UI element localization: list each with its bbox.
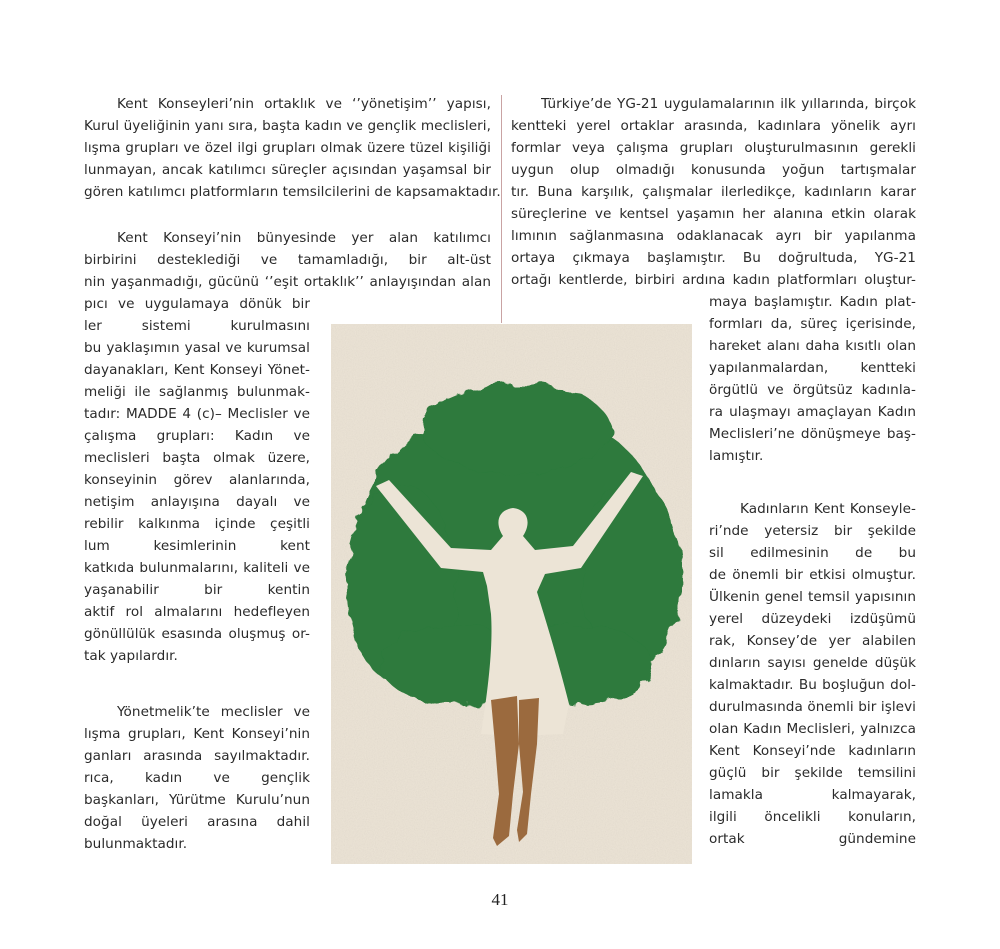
right-paragraph-1-line: uygun olup olmadığı konusunda yoğun tartışmalar [511,162,916,178]
page-number: 41 [491,890,509,909]
right-paragraph-2-line: de önemli bir etkisi olmuştur. [709,567,916,583]
left-paragraph-2-line: meclisleri başta olmak üzere, [84,450,310,466]
left-paragraph-3-line: başkanları, Yürütme Kurulu’nun [84,792,310,808]
right-paragraph-2-line: güçlü bir şekilde temsilini [709,765,916,781]
right-paragraph-2-line: lamakla kalmayarak, [709,787,916,803]
left-paragraph-3-line: lışma grupları, Kent Konseyi’nin [84,726,310,742]
right-paragraph-1-line: ortağı kentlerde, birbiri ardına kadın platformları oluştur- [511,272,916,288]
right-paragraph-2-line: Kent Konseyi’nde kadınların [709,743,916,759]
left-paragraph-2-line: bu yaklaşımın yasal ve kurumsal [84,340,310,356]
left-paragraph-2-line: tadır: MADDE 4 (c)– Meclisler ve [84,406,310,422]
right-paragraph-1-line: formlar veya çalışma grupları oluşturulmasının gerekli [511,140,916,156]
left-paragraph-2-line: katkıda bulunmalarını, kaliteli ve [84,560,310,576]
right-paragraph-1-line: ra ulaşmayı amaçlayan Kadın [709,404,916,420]
right-paragraph-2-line: rak, Konsey’de yer alabilen [709,633,916,649]
right-paragraph-1-line: Türkiye’de YG-21 uygulamalarının ilk yıllarında, birçok [541,96,916,112]
left-paragraph-1-line: lunmayan, ancak katılımcı süreçler açısından yaşamsal bir [84,162,491,178]
left-paragraph-2-line: pıcı ve uygulamaya dönük bir [84,296,310,312]
right-paragraph-2-line: yerel düzeydeki izdüşümü [709,611,916,627]
left-paragraph-2-line: çalışma grupları: Kadın ve [84,428,310,444]
right-paragraph-2-line: olan Kadın Meclisleri, yalnızca [709,721,916,737]
right-paragraph-1-line: yapılanmalardan, kentteki [709,360,916,376]
left-paragraph-2-line: yaşanabilir bir kentin [84,582,310,598]
right-paragraph-2-line: ilgili öncelikli konuların, [709,809,916,825]
left-paragraph-1-line: Kent Konseyleri’nin ortaklık ve ‘’yönetişim’’ yapısı, [117,96,491,112]
left-paragraph-2-line: nin yaşanmadığı, gücünü ‘’eşit ortaklık’’ anlayışından alan [84,274,491,290]
right-paragraph-2-line: durulmasında önemli bir işlevi [709,699,916,715]
left-paragraph-1-line: lışma grupları ve özel ilgi grupları olmak üzere tüzel kişiliği [84,140,491,156]
woman-tree-illustration [331,324,692,864]
left-paragraph-2-line: netişim anlayışına dayalı ve [84,494,310,510]
left-paragraph-3-line: Yönetmelik’te meclisler ve [117,704,310,720]
right-paragraph-1-line: lamıştır. [709,448,764,464]
left-paragraph-2-line: dayanakları, Kent Konseyi Yönet- [84,362,310,378]
right-paragraph-1-line: formları da, süreç içerisinde, [709,316,916,332]
right-paragraph-2-line: Ülkenin genel temsil yapısının [709,589,916,605]
right-paragraph-2-line: Kadınların Kent Konseyle- [740,501,916,517]
right-paragraph-1-line: ortaya çıkmaya başlamıştır. Bu doğrultuda, YG-21 [511,250,916,266]
right-paragraph-2-line: dınların sayısı genelde düşük [709,655,916,671]
left-paragraph-2-line: Kent Konseyi’nin bünyesinde yer alan katılımcı [117,230,491,246]
left-paragraph-2-line: rebilir kalkınma içinde çeşitli [84,516,310,532]
right-paragraph-1-line: Meclisleri’ne dönüşmeye baş- [709,426,916,442]
right-paragraph-1-line: örgütlü ve örgütsüz kadınla- [709,382,916,398]
left-paragraph-1-line: Kurul üyeliğinin yanı sıra, başta kadın ve gençlik meclisleri, [84,118,491,134]
left-paragraph-2-line: meliği ile sağlanmış bulunmak- [84,384,310,400]
right-paragraph-2-line: ortak gündemine [709,831,916,847]
right-paragraph-2-line: kalmaktadır. Bu boşluğun dol- [709,677,916,693]
right-paragraph-1-line: hareket alanı daha kısıtlı olan [709,338,916,354]
left-paragraph-2-line: aktif rol almalarını hedefleyen [84,604,310,620]
left-paragraph-2-line: lum kesimlerinin kent [84,538,310,554]
left-paragraph-3-line: ganları arasında sayılmaktadır. [84,748,310,764]
right-paragraph-1-line: kentteki yerel ortaklar arasında, kadınlara yönelik ayrı [511,118,916,134]
left-paragraph-2-line: konseyinin görev alanlarında, [84,472,310,488]
left-paragraph-2-line: birbirini desteklediği ve tamamladığı, bir alt-üst [84,252,491,268]
right-paragraph-2-line: ri’nde yetersiz bir şekilde [709,523,916,539]
right-paragraph-2-line: sil edilmesinin de bu [709,545,916,561]
left-paragraph-3-line: bulunmaktadır. [84,836,188,852]
left-paragraph-2-line: ler sistemi kurulmasını [84,318,310,334]
right-paragraph-1-line: tır. Buna karşılık, çalışmalar ilerledikçe, kadınların karar [511,184,916,200]
left-paragraph-2-line: gönüllülük esasında oluşmuş or- [84,626,310,642]
left-paragraph-3-line: doğal üyeleri arasına dahil [84,814,310,830]
left-paragraph-1-line: gören katılımcı platformların temsilcilerini de kapsamaktadır. [84,184,501,200]
right-paragraph-1-line: süreçlerine ve kentsel yaşamın her alanına etkin olarak [511,206,916,222]
left-paragraph-2-line: tak yapılardır. [84,648,178,664]
column-divider [501,95,502,323]
right-paragraph-1-line: maya başlamıştır. Kadın plat- [709,294,916,310]
right-paragraph-1-line: lımının sağlanmasına odaklanacak ayrı bir yapılanma [511,228,916,244]
left-paragraph-3-line: rıca, kadın ve gençlik [84,770,310,786]
